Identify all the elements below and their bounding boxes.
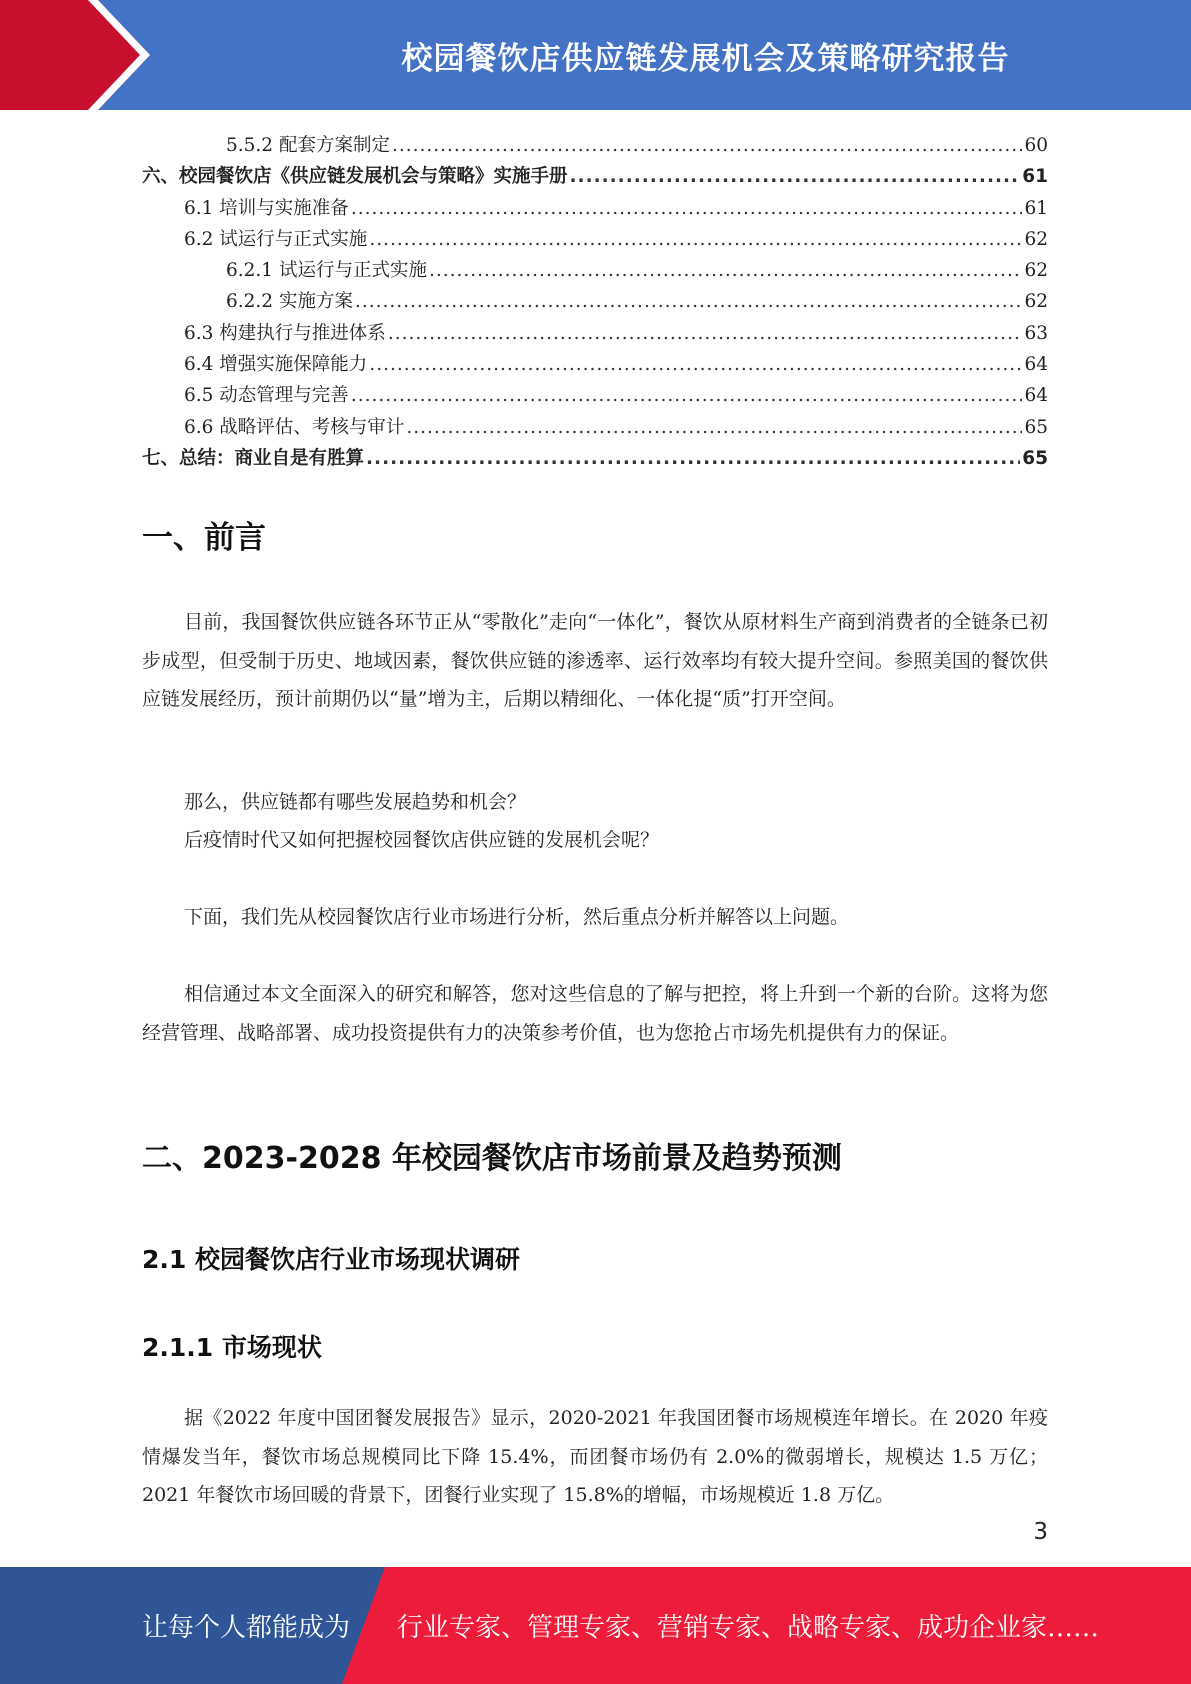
toc-leader xyxy=(369,349,1022,380)
paragraph-question-2: 后疫情时代又如何把握校园餐饮店供应链的发展机会呢？ xyxy=(184,829,660,851)
toc-leader xyxy=(355,286,1023,317)
toc-leader xyxy=(429,255,1022,286)
paragraph-value-statement: 相信通过本文全面深入的研究和解答，您对这些信息的了解与把控，将上升到一个新的台阶。这将为您经营管理、战略部署、成功投资提供有力的决策参考价值，也为您抢占市场先机提供有力的保证。 xyxy=(142,983,1048,1044)
toc-leader xyxy=(570,161,1021,192)
page-footer xyxy=(0,1567,1191,1684)
heading-preface: 一、前言 xyxy=(142,520,266,556)
toc-entry[interactable] xyxy=(142,349,1048,380)
toc-entry[interactable] xyxy=(142,380,1048,411)
toc-leader xyxy=(366,443,1020,474)
paragraph-market-status: 据《2022 年度中国团餐发展报告》显示，2020-2021 年我国团餐市场规模连年增长。在 2020 年疫情爆发当年，餐饮市场总规模同比下降 15.4%，而团餐市场仍有 2.0%的微弱增长，规模达 1.5 万亿；2021 年餐饮市场回暖的背景下，团餐行业实现了 15.8%的增幅，市场规模近 1.8 万亿。 xyxy=(142,1407,1048,1506)
toc-entry[interactable] xyxy=(142,286,1048,317)
footer-slogan-left: 让每个人都能成为 xyxy=(142,1613,351,1643)
heading-section-2-1-1: 2.1.1 市场现状 xyxy=(142,1333,322,1362)
toc-entry-page: 62 xyxy=(1024,291,1048,313)
toc-entry-label: 6.6 战略评估、考核与审计 xyxy=(184,416,405,438)
toc-entry-page: 61 xyxy=(1024,197,1048,219)
toc-leader xyxy=(369,224,1022,255)
toc-leader xyxy=(406,412,1022,443)
toc-entry[interactable] xyxy=(142,130,1048,161)
toc-entry-label: 6.1 培训与实施准备 xyxy=(184,197,349,219)
page-number: 3 xyxy=(1033,1519,1048,1545)
paragraph-question-1: 那么，供应链都有哪些发展趋势和机会？ xyxy=(184,791,527,813)
toc-entry-page: 63 xyxy=(1024,322,1048,344)
toc-leader xyxy=(351,380,1023,411)
paragraph-analysis-plan: 下面，我们先从校园餐饮店行业市场进行分析，然后重点分析并解答以上问题。 xyxy=(184,906,850,928)
toc-leader xyxy=(351,193,1023,224)
toc-entry-label: 七、总结：商业自是有胜算 xyxy=(142,447,365,469)
toc-entry-label: 6.2.2 实施方案 xyxy=(226,291,353,313)
toc-entry-label: 6.2.1 试运行与正式实施 xyxy=(226,260,427,282)
toc-entry-label: 6.2 试运行与正式实施 xyxy=(184,228,368,250)
toc-entry[interactable] xyxy=(142,255,1048,286)
toc-entry-page: 62 xyxy=(1024,260,1048,282)
toc-entry[interactable] xyxy=(142,443,1048,474)
toc-entry-page: 61 xyxy=(1022,166,1048,188)
toc-entry-page: 64 xyxy=(1024,354,1048,376)
toc-entry-page: 65 xyxy=(1024,416,1048,438)
toc-entry-page: 62 xyxy=(1024,228,1048,250)
report-title: 校园餐饮店供应链发展机会及策略研究报告 xyxy=(401,40,1010,77)
toc-entry-label: 6.4 增强实施保障能力 xyxy=(184,354,368,376)
toc-entry[interactable] xyxy=(142,412,1048,443)
toc-entry-label: 6.3 构建执行与推进体系 xyxy=(184,322,386,344)
toc-entry-label: 5.5.2 配套方案制定 xyxy=(226,135,390,156)
footer-slogan-right: 行业专家、管理专家、营销专家、战略专家、成功企业家…… xyxy=(397,1613,1100,1643)
toc-leader xyxy=(392,130,1022,161)
toc-entry-label: 六、校园餐饮店《供应链发展机会与策略》实施手册 xyxy=(142,166,568,188)
page-header xyxy=(0,0,1191,110)
toc-entry-page: 64 xyxy=(1024,385,1048,407)
toc-entry[interactable] xyxy=(142,161,1048,192)
table-of-contents xyxy=(142,130,1048,474)
heading-section-2-1: 2.1 校园餐饮店行业市场现状调研 xyxy=(142,1245,520,1274)
toc-entry[interactable] xyxy=(142,318,1048,349)
toc-entry-page: 65 xyxy=(1022,447,1048,469)
toc-entry[interactable] xyxy=(142,193,1048,224)
heading-section-2: 二、2023-2028 年校园餐饮店市场前景及趋势预测 xyxy=(142,1141,842,1176)
toc-entry-page: 60 xyxy=(1024,135,1048,156)
toc-entry-label: 6.5 动态管理与完善 xyxy=(184,385,349,407)
toc-entry[interactable] xyxy=(142,224,1048,255)
toc-leader xyxy=(388,318,1023,349)
paragraph-intro: 目前，我国餐饮供应链各环节正从“零散化”走向“一体化”，餐饮从原材料生产商到消费者的全链条已初步成型，但受制于历史、地域因素，餐饮供应链的渗透率、运行效率均有较大提升空间。参照美国的餐饮供应链发展经历，预计前期仍以“量”增为主，后期以精细化、一体化提“质”打开空间。 xyxy=(142,611,1048,710)
